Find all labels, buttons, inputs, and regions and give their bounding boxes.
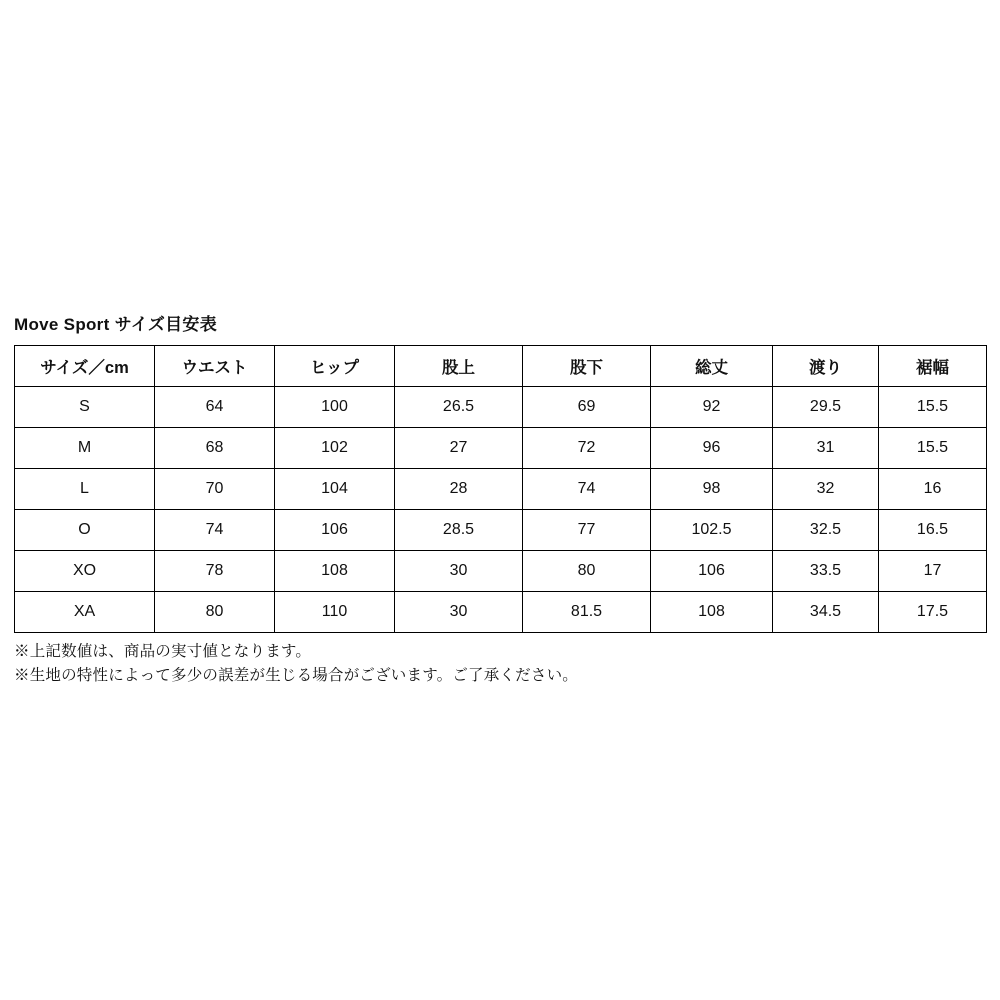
table-cell: 74 xyxy=(523,469,651,510)
table-row xyxy=(15,469,987,510)
table-cell: 100 xyxy=(275,387,395,428)
table-cell: L xyxy=(15,469,155,510)
table-cell: 16 xyxy=(879,469,987,510)
table-cell: 81.5 xyxy=(523,592,651,633)
column-header-thigh: 渡り xyxy=(773,346,879,387)
table-cell: 72 xyxy=(523,428,651,469)
table-row xyxy=(15,510,987,551)
table-cell: XO xyxy=(15,551,155,592)
table-cell: 70 xyxy=(155,469,275,510)
table-cell: 106 xyxy=(651,551,773,592)
table-cell: 69 xyxy=(523,387,651,428)
table-cell: 108 xyxy=(651,592,773,633)
table-cell: 106 xyxy=(275,510,395,551)
table-cell: 28 xyxy=(395,469,523,510)
column-header-hem-width: 裾幅 xyxy=(879,346,987,387)
column-header-total-length: 総丈 xyxy=(651,346,773,387)
table-cell: 74 xyxy=(155,510,275,551)
table-cell: 32 xyxy=(773,469,879,510)
table-cell: 26.5 xyxy=(395,387,523,428)
notes-block xyxy=(14,640,986,688)
table-cell: 33.5 xyxy=(773,551,879,592)
table-row xyxy=(15,551,987,592)
note-line: ※生地の特性によって多少の誤差が生じる場合がございます。ご了承ください。 xyxy=(14,667,578,685)
table-cell: XA xyxy=(15,592,155,633)
table-cell: 30 xyxy=(395,592,523,633)
table-cell: 96 xyxy=(651,428,773,469)
table-cell: 68 xyxy=(155,428,275,469)
column-header-rise: 股上 xyxy=(395,346,523,387)
table-header-row xyxy=(15,346,987,387)
table-cell: 16.5 xyxy=(879,510,987,551)
table-cell: 17 xyxy=(879,551,987,592)
table-cell: 92 xyxy=(651,387,773,428)
table-cell: 98 xyxy=(651,469,773,510)
table-cell: 34.5 xyxy=(773,592,879,633)
table-row xyxy=(15,428,987,469)
table-cell: 102 xyxy=(275,428,395,469)
table-cell: 80 xyxy=(155,592,275,633)
table-cell: 108 xyxy=(275,551,395,592)
table-cell: 80 xyxy=(523,551,651,592)
table-cell: O xyxy=(15,510,155,551)
column-header-inseam: 股下 xyxy=(523,346,651,387)
column-header-size: サイズ／cm xyxy=(15,346,155,387)
table-cell: 30 xyxy=(395,551,523,592)
size-chart-block xyxy=(14,310,986,688)
column-header-hip: ヒップ xyxy=(275,346,395,387)
table-cell: 104 xyxy=(275,469,395,510)
table-cell: S xyxy=(15,387,155,428)
column-header-waist: ウエスト xyxy=(155,346,275,387)
table-body xyxy=(15,387,987,633)
table-cell: M xyxy=(15,428,155,469)
table-cell: 64 xyxy=(155,387,275,428)
table-cell: 78 xyxy=(155,551,275,592)
table-cell: 77 xyxy=(523,510,651,551)
table-cell: 15.5 xyxy=(879,387,987,428)
table-cell: 32.5 xyxy=(773,510,879,551)
table-cell: 15.5 xyxy=(879,428,987,469)
note-line: ※上記数値は、商品の実寸値となります。 xyxy=(14,643,312,660)
table-cell: 31 xyxy=(773,428,879,469)
table-cell: 28.5 xyxy=(395,510,523,551)
table-cell: 27 xyxy=(395,428,523,469)
page-title: Move Sport サイズ目安表 xyxy=(14,315,218,334)
table-cell: 17.5 xyxy=(879,592,987,633)
table-cell: 110 xyxy=(275,592,395,633)
table-row xyxy=(15,387,987,428)
table-row xyxy=(15,592,987,633)
table-cell: 102.5 xyxy=(651,510,773,551)
size-table xyxy=(14,345,987,633)
table-header xyxy=(15,346,987,387)
table-cell: 29.5 xyxy=(773,387,879,428)
